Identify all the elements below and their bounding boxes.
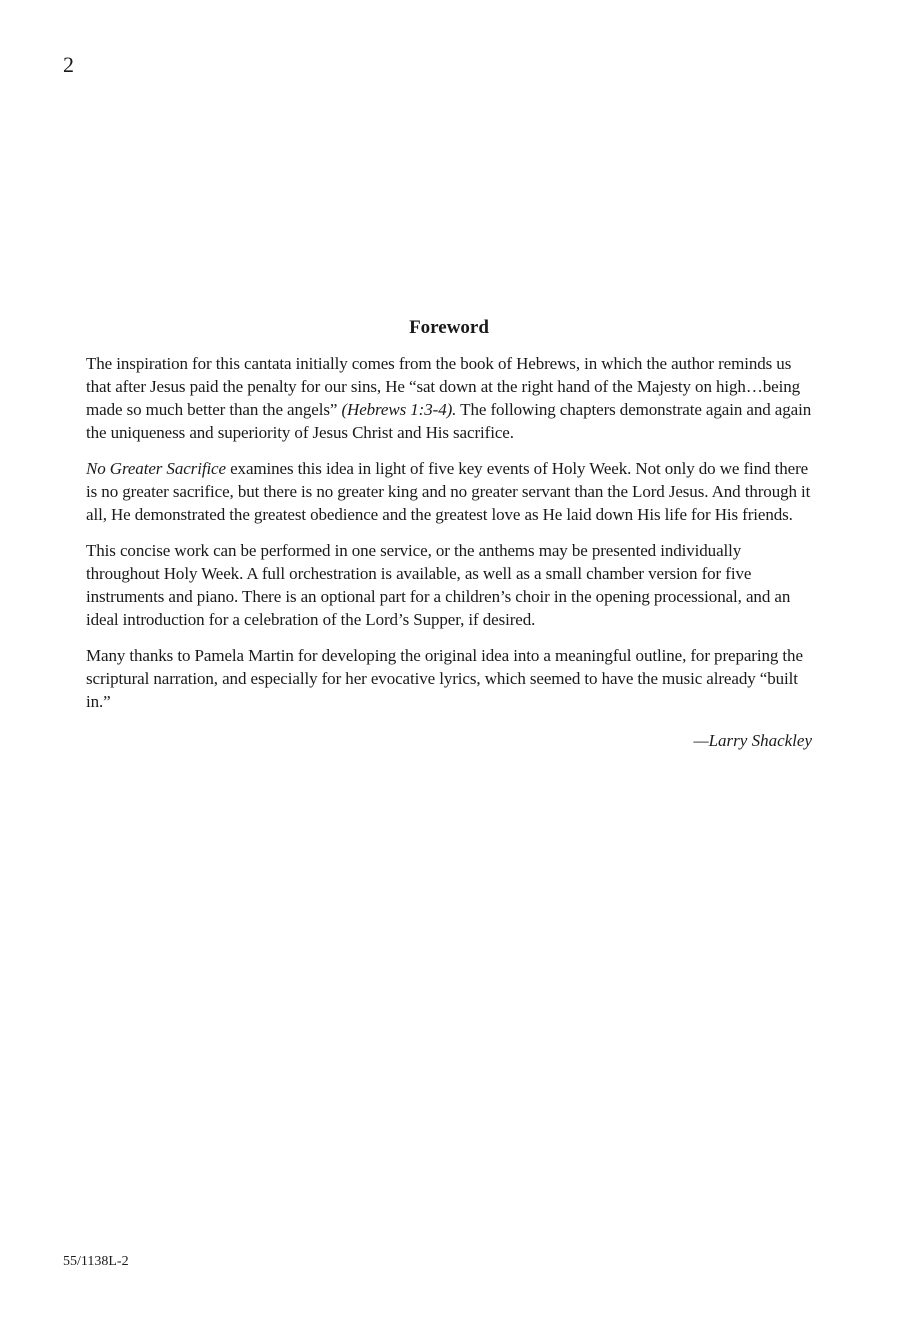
paragraph-thanks: Many thanks to Pamela Martin for developing the original idea into a meaningful outline, for preparing the scriptural narration, and especially for her evocative lyrics, which seemed to have the music already “built in.” <box>86 646 803 711</box>
paragraph-inspiration-tail: The following chapters demonstrate again and again the uniqueness and superiority of Jesus Christ and His sacrifice. <box>86 400 812 442</box>
catalog-number: 55/1138L-2 <box>63 1254 129 1269</box>
paragraph-overview-text: examines this idea in light of five key events of Holy Week. Not only do we find there is no greater sacrifice, but there is no greater king and no greater servant than the Lord Jesus. And through it all, He demonstrated the greatest obedience and the greatest love as He laid down His life for His friends. <box>86 459 811 524</box>
foreword-section <box>86 314 812 752</box>
paragraph-inspiration <box>86 352 812 444</box>
author-signature: —Larry Shackley <box>693 731 812 750</box>
cantata-title: No Greater Sacrifice <box>86 459 226 478</box>
scripture-reference: (Hebrews 1:3-4). <box>341 400 457 419</box>
paragraph-performance: This concise work can be performed in one service, or the anthems may be presented individually throughout Holy Week. A full orchestration is available, as well as a small chamber version for five instruments and piano. There is an optional part for a children’s choir in the opening processional, and an ideal introduction for a celebration of the Lord’s Supper, if desired. <box>86 541 791 629</box>
paragraph-overview <box>86 457 812 526</box>
paragraph-inspiration-text: The inspiration for this cantata initially comes from the book of Hebrews, in which the author reminds us that after Jesus paid the penalty for our sins, He “sat down at the right hand of the Majesty on high…being made so much better than the angels” <box>86 354 800 419</box>
page-number: 2 <box>63 52 74 77</box>
foreword-title: Foreword <box>409 317 489 338</box>
